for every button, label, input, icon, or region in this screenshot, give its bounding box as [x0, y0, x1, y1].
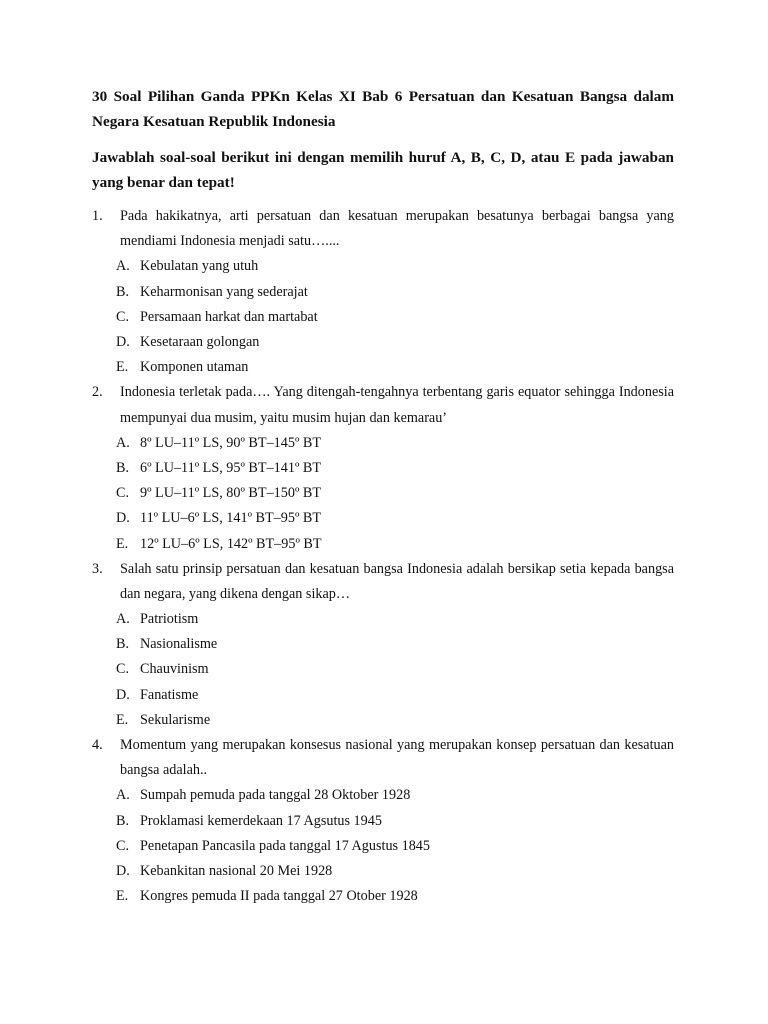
- option-letter: A.: [116, 258, 130, 275]
- option-text: 11º LU–6º LS, 141º BT–95º BT: [140, 510, 322, 527]
- option-c: [92, 657, 674, 682]
- option-letter: E.: [116, 359, 129, 376]
- question-4: [92, 733, 674, 909]
- option-text: Proklamasi kemerdekaan 17 Agsutus 1945: [140, 812, 382, 829]
- option-text: Nasionalisme: [140, 636, 218, 653]
- option-d: [92, 683, 674, 708]
- option-list: [92, 607, 674, 733]
- option-text: 12º LU–6º LS, 142º BT–95º BT: [140, 535, 322, 552]
- option-b: [92, 280, 674, 305]
- document-instruction: Jawablah soal-soal berikut ini dengan memilih huruf A, B, C, D, atau E pada jawaban yang benar dan tepat!: [92, 149, 674, 191]
- option-d: [92, 330, 674, 355]
- option-list: [92, 431, 674, 557]
- question-number: 1.: [92, 208, 103, 224]
- option-text: Kebankitan nasional 20 Mei 1928: [140, 863, 333, 879]
- option-letter: B.: [116, 636, 130, 653]
- option-text: 8º LU–11º LS, 90º BT–145º BT: [140, 434, 322, 451]
- option-letter: A.: [116, 787, 130, 804]
- option-text: Sekularisme: [140, 711, 211, 728]
- option-c: [92, 834, 674, 859]
- question-text: Salah satu prinsip persatuan dan kesatuan bangsa Indonesia adalah bersikap setia kepada bangsa dan negara, yang dikena dengan sikap…: [120, 560, 674, 602]
- option-letter: E.: [116, 535, 129, 552]
- option-letter: D.: [116, 863, 130, 879]
- option-e: [92, 355, 674, 380]
- option-text: 6º LU–11º LS, 95º BT–141º BT: [140, 459, 322, 476]
- question-2: [92, 380, 674, 556]
- option-text: Komponen utaman: [140, 359, 249, 376]
- question-text: Momentum yang merupakan konsesus nasional yang merupakan konsep persatuan dan kesatuan bangsa adalah..: [120, 737, 674, 779]
- option-a: [92, 607, 674, 632]
- option-list: [92, 783, 674, 909]
- option-letter: D.: [116, 510, 130, 527]
- option-text: Kongres pemuda II pada tanggal 27 Otober 1928: [140, 888, 418, 905]
- option-text: Kesetaraan golongan: [140, 333, 260, 350]
- option-a: [92, 431, 674, 456]
- option-letter: C.: [116, 661, 130, 678]
- option-letter: B.: [116, 283, 130, 300]
- option-text: Penetapan Pancasila pada tanggal 17 Agustus 1845: [140, 837, 430, 854]
- question-3: [92, 557, 674, 733]
- option-b: [92, 632, 674, 657]
- option-d: [92, 859, 674, 884]
- option-d: [92, 506, 674, 531]
- option-text: 9º LU–11º LS, 80º BT–150º BT: [140, 485, 322, 502]
- option-b: [92, 456, 674, 481]
- question-text: Pada hakikatnya, arti persatuan dan kesatuan merupakan besatunya berbagai bangsa yang mendiami Indonesia menjadi satu…....: [120, 208, 674, 250]
- option-letter: A.: [116, 434, 130, 451]
- option-text: Keharmonisan yang sederajat: [140, 283, 308, 300]
- option-letter: C.: [116, 308, 130, 325]
- option-letter: E.: [116, 888, 129, 905]
- question-number: 2.: [92, 384, 103, 401]
- option-c: [92, 481, 674, 506]
- option-text: Chauvinism: [140, 661, 209, 678]
- document-title: 30 Soal Pilihan Ganda PPKn Kelas XI Bab 6 Persatuan dan Kesatuan Bangsa dalam Negara Kesatuan Republik Indonesia: [92, 88, 674, 130]
- option-letter: C.: [116, 837, 130, 854]
- option-letter: C.: [116, 485, 130, 502]
- option-text: Fanatisme: [140, 686, 199, 703]
- option-letter: D.: [116, 333, 130, 350]
- option-text: Patriotism: [140, 611, 199, 628]
- option-letter: E.: [116, 711, 129, 728]
- question-1: [92, 204, 674, 380]
- option-e: [92, 532, 674, 557]
- option-c: [92, 305, 674, 330]
- option-text: Persamaan harkat dan martabat: [140, 308, 318, 325]
- option-letter: A.: [116, 611, 130, 628]
- option-e: [92, 884, 674, 909]
- question-number: 3.: [92, 560, 103, 577]
- question-text: Indonesia terletak pada…. Yang ditengah-tengahnya terbentang garis equator sehingga Indonesia mempunyai dua musim, yaitu musim hujan dan kemarau’: [120, 384, 674, 426]
- option-letter: B.: [116, 812, 130, 829]
- option-a: [92, 783, 674, 808]
- option-b: [92, 809, 674, 834]
- question-number: 4.: [92, 737, 103, 754]
- option-letter: D.: [116, 686, 130, 703]
- option-text: Sumpah pemuda pada tanggal 28 Oktober 1928: [140, 787, 411, 804]
- option-e: [92, 708, 674, 733]
- option-list: [92, 254, 674, 380]
- question-list: [92, 204, 674, 909]
- option-text: Kebulatan yang utuh: [140, 258, 259, 275]
- option-a: [92, 254, 674, 279]
- option-letter: B.: [116, 459, 130, 476]
